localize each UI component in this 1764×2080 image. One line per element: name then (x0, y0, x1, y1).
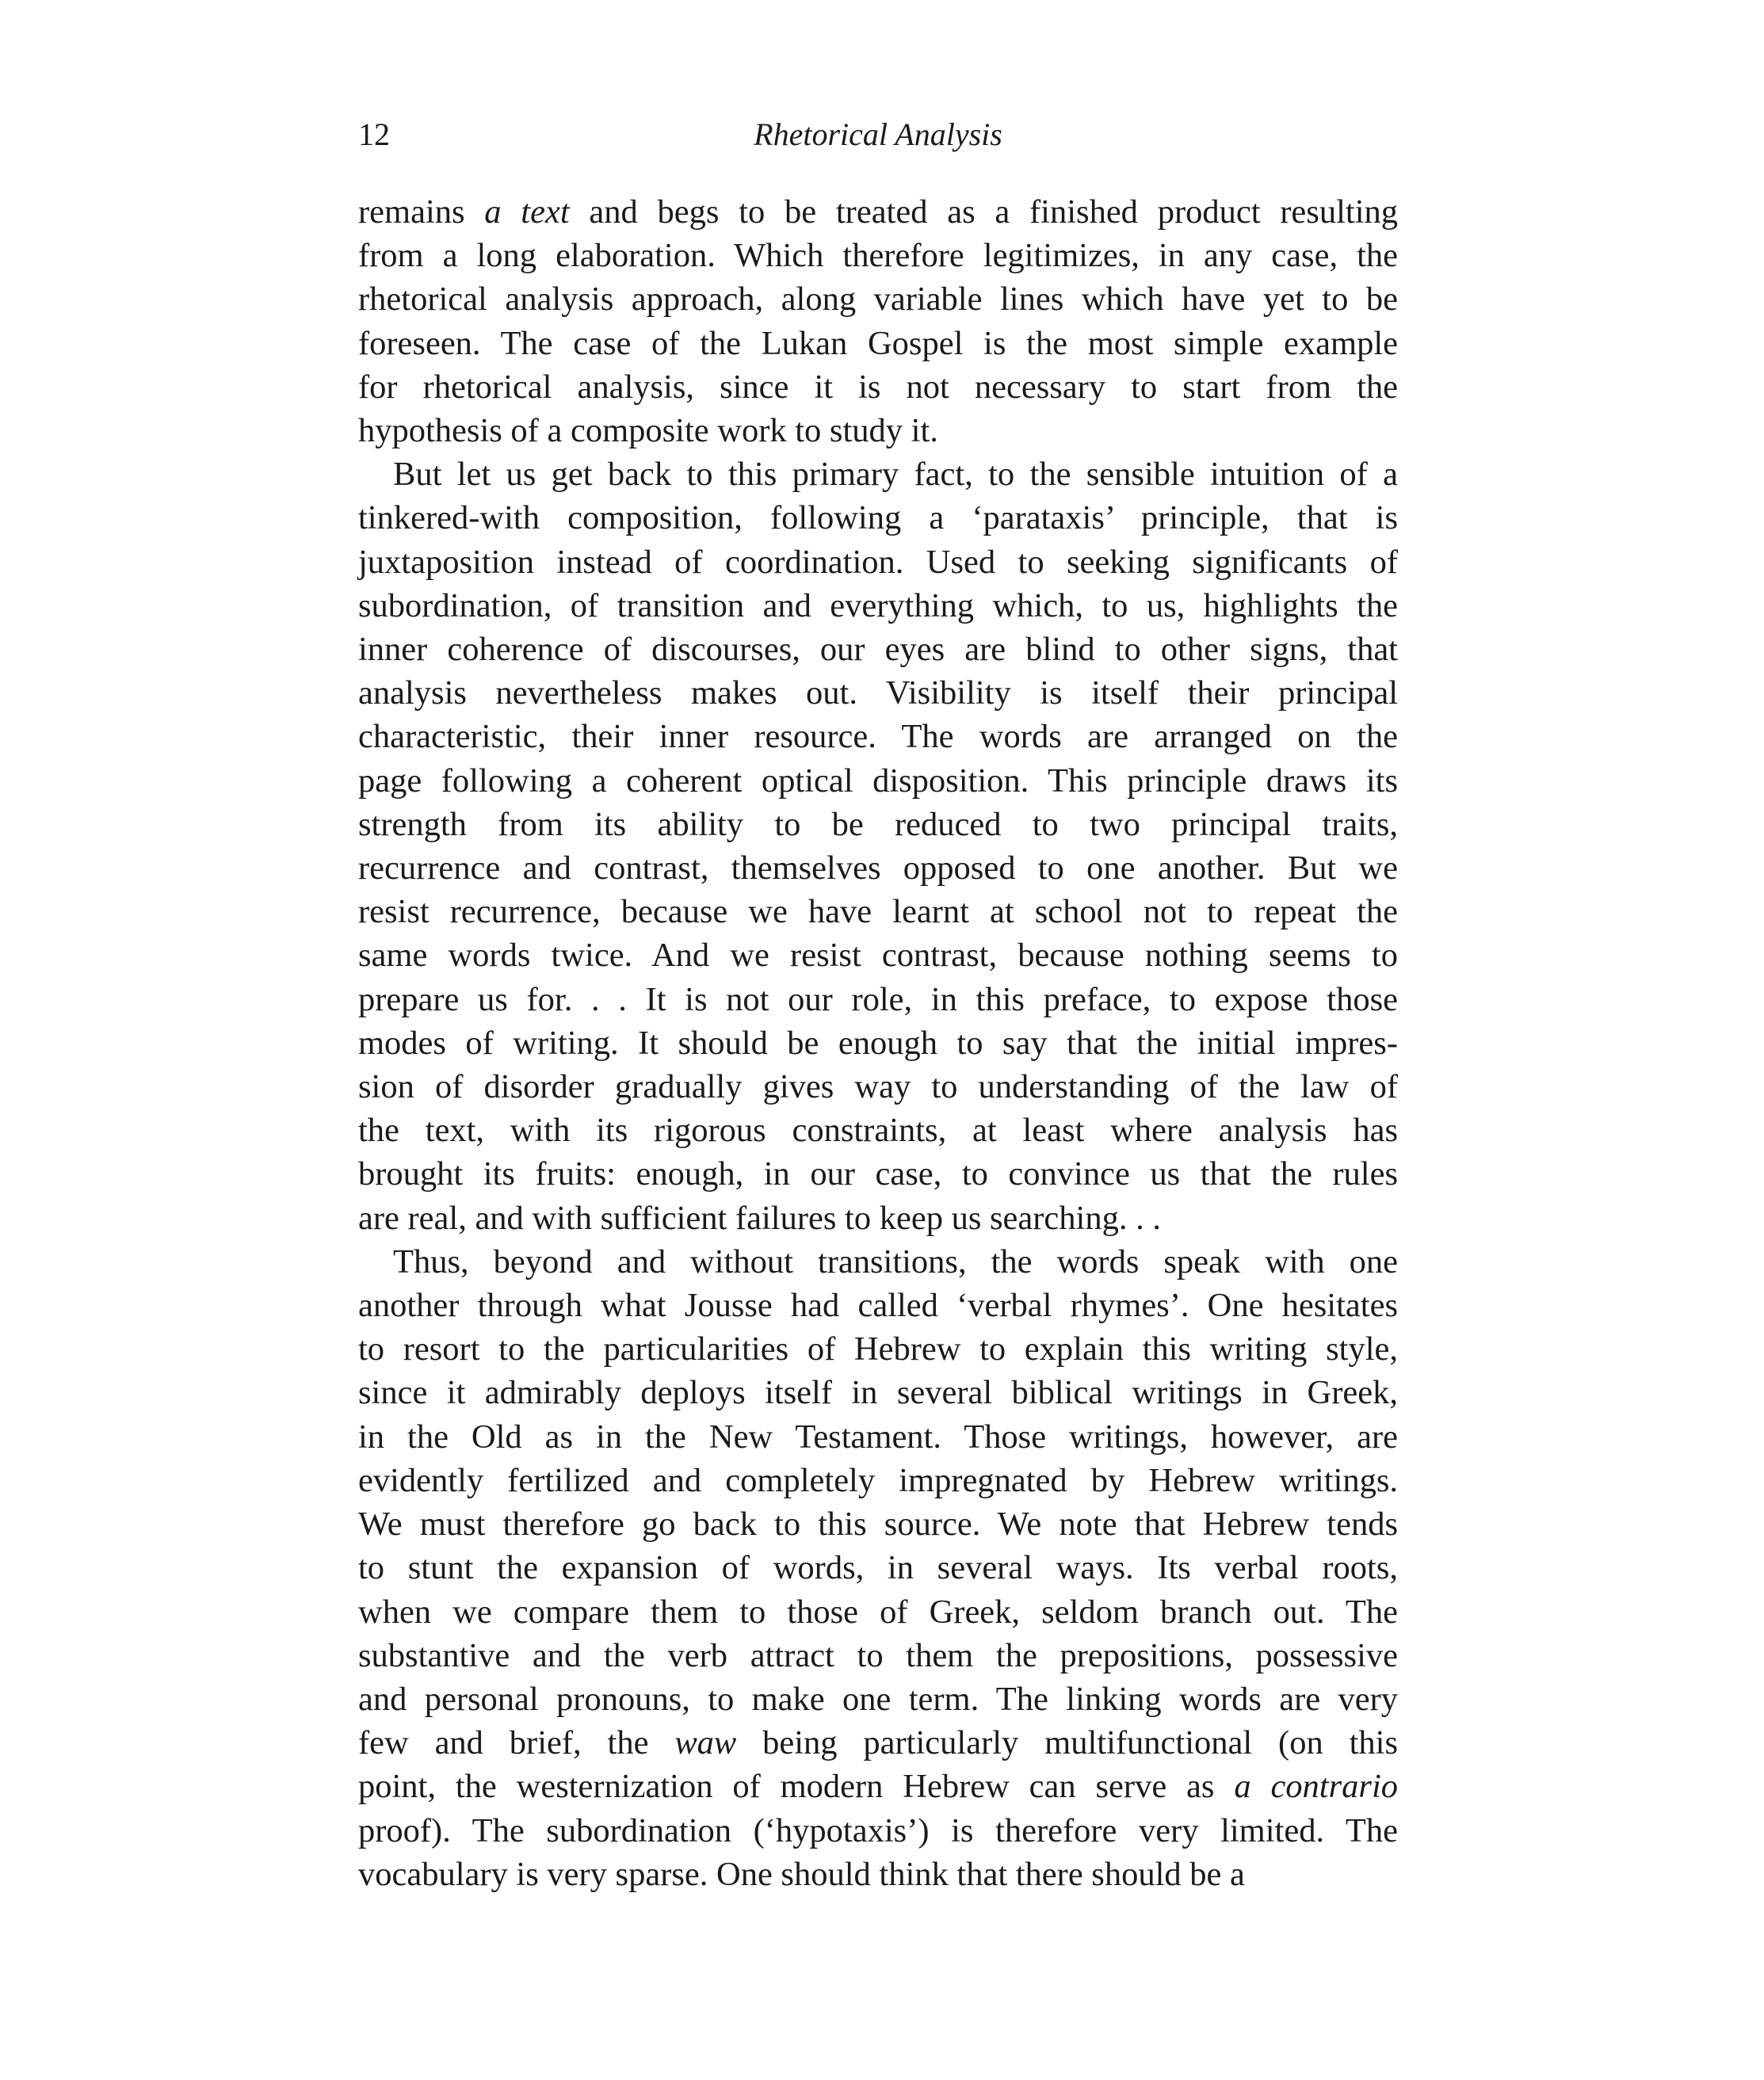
paragraph-3 (358, 1240, 1398, 1896)
text-line: proof). The subordination (‘hypotaxis’) is therefore very limited. The (358, 1811, 1398, 1849)
text-line: hypothesis of a composite work to study it. (358, 412, 938, 450)
text-line: substantive and the verb attract to them the prepositions, possessive (358, 1636, 1398, 1674)
text-line: prepare us for. . . It is not our role, in this preface, to expose those (358, 980, 1398, 1018)
body-text (358, 190, 1398, 1896)
running-title: Rhetorical Analysis (754, 116, 1002, 152)
text-line: the text, with its rigorous constraints, at least where analysis has (358, 1112, 1398, 1150)
paragraph-1 (358, 190, 1398, 452)
text-line: rhetorical analysis approach, along variable lines which have yet to be (358, 281, 1398, 319)
text-line: from a long elaboration. Which therefore legitimizes, in any case, the (358, 237, 1398, 275)
text-line: juxtaposition instead of coordination. Used to seeking significants of (358, 543, 1398, 581)
text-line: inner coherence of discourses, our eyes are blind to other signs, that (358, 631, 1398, 669)
text-line: brought its fruits: enough, in our case, to convince us that the rules (358, 1155, 1398, 1193)
text-line: tinkered-with composition, following a ‘parataxis’ principle, that is (358, 499, 1398, 537)
text-line: since it admirably deploys itself in several biblical writings in Greek, (358, 1374, 1398, 1412)
text-line: evidently fertilized and completely impregnated by Hebrew writings. (358, 1461, 1398, 1499)
text-line: and personal pronouns, to make one term. The linking words are very (358, 1680, 1398, 1718)
page-number: 12 (358, 116, 390, 152)
text-line: foreseen. The case of the Lukan Gospel is the most simple example (358, 324, 1398, 362)
text-line: subordination, of transition and everything which, to us, highlights the (358, 586, 1398, 624)
text-line: are real, and with sufficient failures to keep us searching. . . (358, 1199, 1161, 1237)
text-line: in the Old as in the New Testament. Those writings, however, are (358, 1418, 1398, 1456)
text-line: But let us get back to this primary fact, to the sensible intuition of a (393, 456, 1398, 494)
text-line: sion of disorder gradually gives way to understanding of the law of (358, 1068, 1398, 1106)
italic-term: a contrario (1234, 1768, 1399, 1806)
text-line: another through what Jousse had called ‘verbal rhymes’. One hesitates (358, 1287, 1398, 1325)
italic-term: waw (674, 1724, 737, 1762)
text-line: to resort to the particularities of Hebrew to explain this writing style, (358, 1330, 1398, 1368)
text-line: point, the westernization of modern Hebrew can serve as a contrario (358, 1768, 1399, 1806)
text-line: same words twice. And we resist contrast, because nothing seems to (358, 937, 1398, 975)
text-line: characteristic, their inner resource. The words are arranged on the (358, 718, 1398, 756)
text-line: analysis nevertheless makes out. Visibility is itself their principal (358, 674, 1398, 712)
text-line: page following a coherent optical disposition. This principle draws its (358, 761, 1398, 800)
running-head (358, 111, 1398, 158)
text-line: few and brief, the waw being particularly multifunctional (on this (358, 1724, 1398, 1762)
paragraph-2 (358, 452, 1398, 1240)
text-line: vocabulary is very sparse. One should think that there should be a (358, 1855, 1245, 1893)
text-line: recurrence and contrast, themselves opposed to one another. But we (358, 849, 1398, 887)
text-line: resist recurrence, because we have learnt at school not to repeat the (358, 893, 1398, 931)
italic-term: a text (484, 193, 570, 231)
text-line: strength from its ability to be reduced to two principal traits, (358, 805, 1398, 843)
text-line: Thus, beyond and without transitions, the words speak with one (393, 1242, 1398, 1280)
text-line: modes of writing. It should be enough to say that the initial impres- (358, 1024, 1398, 1062)
text-line: when we compare them to those of Greek, seldom branch out. The (358, 1593, 1398, 1631)
text-line: remains a text and begs to be treated as a finished product resulting (358, 193, 1398, 231)
text-line: to stunt the expansion of words, in several ways. Its verbal roots, (358, 1549, 1398, 1587)
text-line: We must therefore go back to this source. We note that Hebrew tends (358, 1506, 1398, 1544)
text-line: for rhetorical analysis, since it is not necessary to start from the (358, 368, 1398, 406)
